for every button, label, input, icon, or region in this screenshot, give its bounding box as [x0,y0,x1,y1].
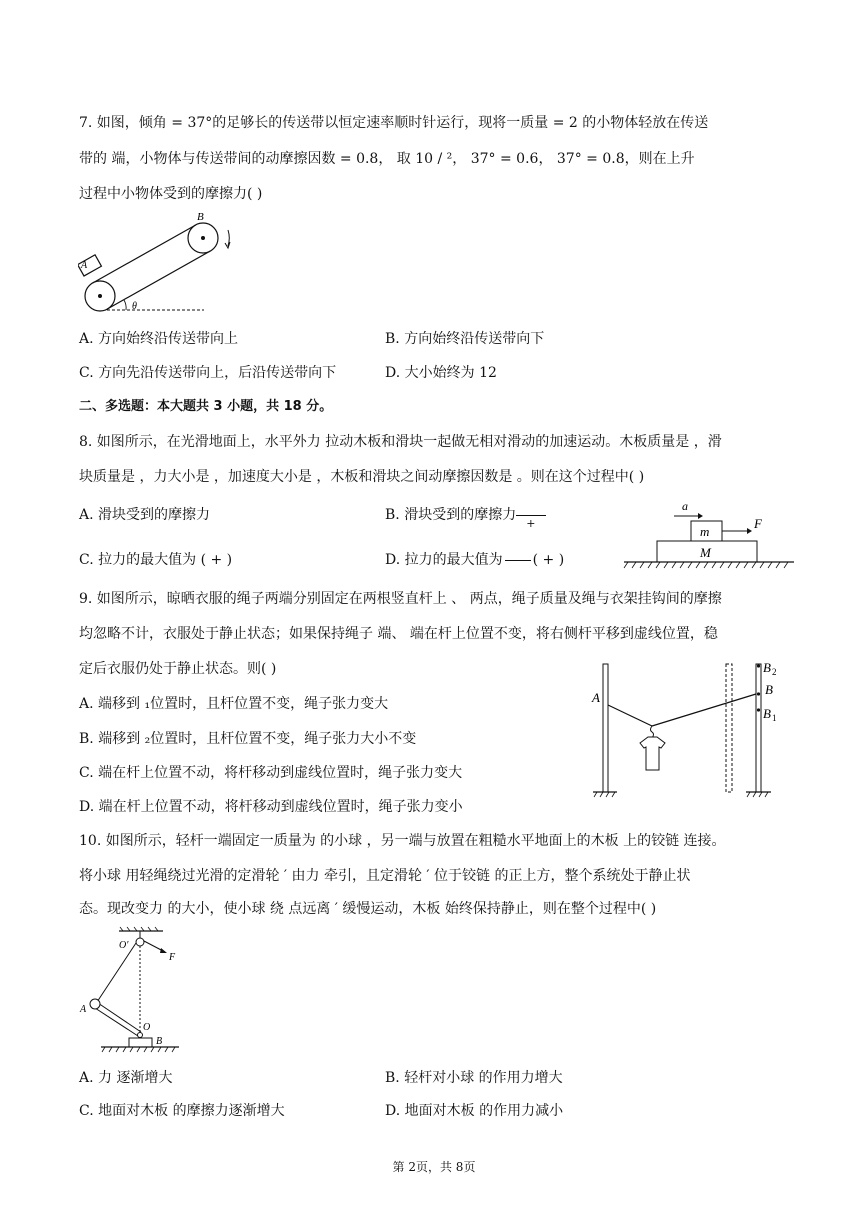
q9-option-b[interactable]: B. 端移到 ₂位置时，且杆位置不变，绳子张力大小不变 [79,731,417,747]
q8-option-b-text: B. 滑块受到的摩擦力 [385,507,517,523]
q9-label-b1: B [763,706,771,721]
q10-option-a[interactable]: A. 力 逐渐增大 [79,1070,173,1086]
q10-label-o1: O′ [119,940,129,951]
q7-option-a[interactable]: A. 方向始终沿传送带向上 [79,331,239,347]
q10-option-c[interactable]: C. 地面对木板 的摩擦力逐渐增大 [79,1103,285,1119]
q10-stem-line-3: 态。现改变力 的大小，使小球 绕 点远离 ′ 缓慢运动，木板 始终保持静止，则在整个过程中( ) [79,901,657,917]
q9-stem-line-2: 均忽略不计，衣服处于静止状态；如果保持绳子 端、 端在杆上位置不变，将右侧杆平移到虚线位置，稳 [79,626,718,642]
q10-rod-pulley-figure [75,926,190,1056]
q8-option-b-fraction [516,505,546,530]
q8-label-M: M [700,545,711,560]
q7-label-theta: θ [132,301,137,312]
q8-option-c[interactable]: C. 拉力的最大值为 ( + ) [79,552,233,568]
q7-label-a: A [81,260,88,271]
q8-option-d[interactable] [385,550,564,570]
q7-conveyor-figure [78,206,238,318]
q9-label-b1-sub: 1 [772,713,777,723]
q10-option-b[interactable]: B. 轻杆对小球 的作用力增大 [385,1070,563,1086]
q9-label-b2-sub: 2 [772,667,777,677]
q8-label-f: F [754,516,762,531]
q8-label-m: m [700,524,710,539]
page-footer: 第 2页，共 8页 [392,1160,476,1174]
q7-stem-line-2: 带的 端，小物体与传送带间的动摩擦因数 = 0.8， 取 10 / ²， 37° = 0.6， 37° = 0.8，则在上升 [79,151,695,167]
q9-label-b2: B [763,660,771,675]
q9-stem-line-3: 定后衣服仍处于静止状态。则( ) [79,661,277,677]
q10-option-d[interactable]: D. 地面对木板 的作用力减小 [385,1103,564,1119]
q8-option-b[interactable] [385,505,546,530]
q8-option-a[interactable]: A. 滑块受到的摩擦力 [79,507,211,523]
q10-stem-line-1: 10. 如图所示，轻杆一端固定一质量为 的小球 ，另一端与放置在粗糙水平地面上的木板 上的铰链 连接。 [79,833,726,849]
q7-option-c[interactable]: C. 方向先沿传送带向上，后沿传送带向下 [79,365,337,381]
q7-stem-line-3: 过程中小物体受到的摩擦力( ) [79,186,263,202]
q9-clothesline-figure [585,652,790,804]
q8-option-d-text: D. 拉力的最大值为 [385,552,503,568]
q7-label-b: B [197,211,204,223]
q9-label-b: B [765,682,773,697]
q7-option-d[interactable]: D. 大小始终为 12 [385,365,497,381]
q8-label-a: a [682,499,688,513]
q9-option-d[interactable]: D. 端在杆上位置不动，将杆移动到虚线位置时，绳子张力变小 [79,799,463,815]
q9-option-a[interactable]: A. 端移到 ₁位置时，且杆位置不变，绳子张力变大 [79,696,389,712]
q8-block-figure [620,498,798,576]
q8-option-d-fraction-bar [505,550,531,561]
q8-stem-line-1: 8. 如图所示，在光滑地面上，水平外力 拉动木板和滑块一起做无相对滑动的加速运动。木板质量是 ，滑 [79,434,722,450]
q8-stem-line-2: 块质量是 ，力大小是 ，加速度大小是 ，木板和滑块之间动摩擦因数是 。则在这个过程中( ) [79,469,645,485]
q8-option-b-frac-denominator: + [526,517,536,530]
q9-stem-line-1: 9. 如图所示，晾晒衣服的绳子两端分别固定在两根竖直杆上 、 两点，绳子质量及绳与衣架挂钩间的摩擦 [79,591,722,607]
q10-stem-line-2: 将小球 用轻绳绕过光滑的定滑轮 ′ 由力 牵引，且定滑轮 ′ 位于铰链 的正上方，整个系统处于静止状 [79,868,691,884]
q7-stem-line-1: 7. 如图，倾角 = 37°的足够长的传送带以恒定速率顺时针运行，现将一质量 = 2 的小物体轻放在传送 [79,115,709,131]
q10-label-b: B [156,1036,163,1047]
q10-label-o: O [143,1022,151,1033]
q7-option-b[interactable]: B. 方向始终沿传送带向下 [385,331,545,347]
q8-option-d-tail: ( + ) [532,552,565,568]
q9-label-a: A [592,690,600,705]
q10-label-a: A [80,1004,87,1015]
q9-option-c[interactable]: C. 端在杆上位置不动，将杆移动到虚线位置时，绳子张力变大 [79,765,463,781]
q10-label-f: F [169,952,176,963]
section-heading-multi-choice: 二、多选题：本大题共 3 小题，共 18 分。 [79,399,333,414]
